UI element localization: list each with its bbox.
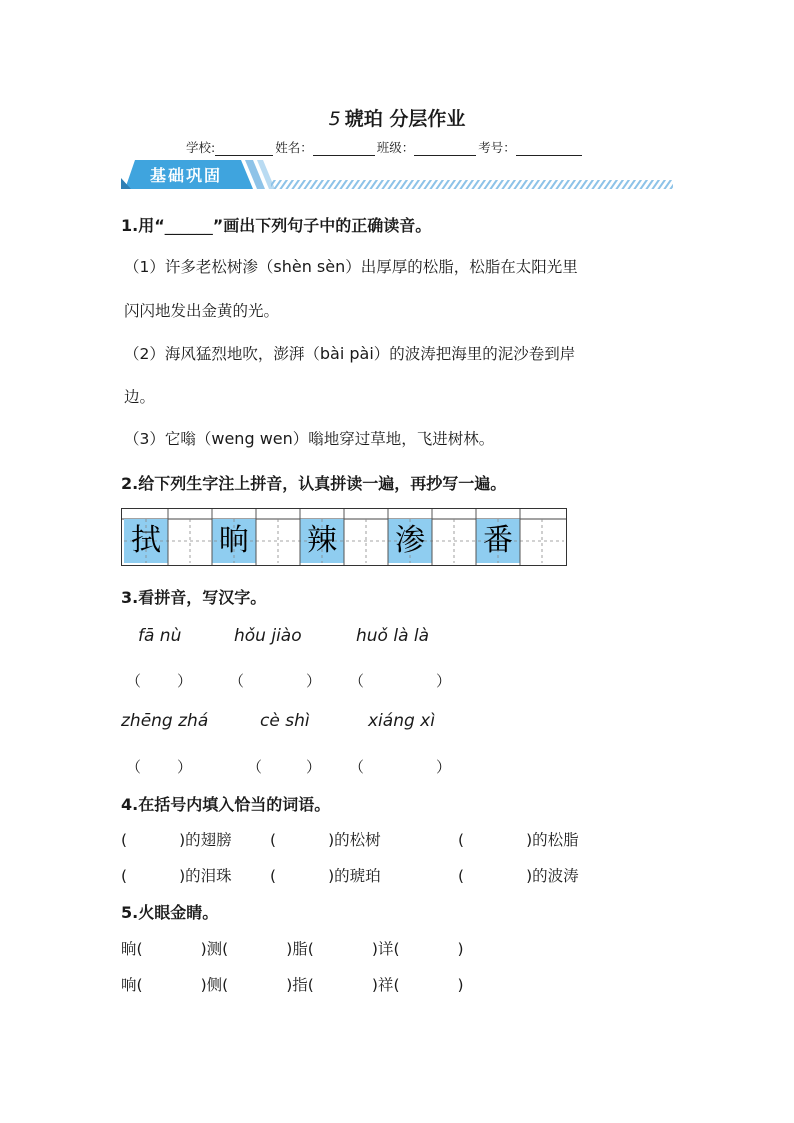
q3-pinyin: zhēng zhá [121, 711, 209, 731]
q4-item[interactable]: ( )的翅膀 [121, 831, 232, 849]
q3-answer-box[interactable]: （ ） [247, 758, 322, 776]
grid-char: 渗 [395, 523, 425, 558]
name-label: 姓名： [275, 140, 313, 155]
school-label: 学校: [186, 140, 216, 155]
question-3-title: 3.看拼音，写汉字。 [121, 588, 267, 607]
q1-sentence-3: （3）它嗡（weng wen）嗡地穿过草地，飞进树林。 [124, 429, 495, 448]
student-info-line [186, 138, 584, 156]
class-label: 班级： [376, 140, 415, 155]
q3-pinyin: hǒu jiào [234, 626, 302, 646]
grid-char: 番 [483, 523, 513, 558]
q1-sentence-2-line-2: 边。 [124, 388, 156, 406]
grid-char: 拭 [131, 523, 161, 558]
q3-pinyin: fā nù [138, 626, 182, 646]
q5-row-1: 晌( )测( )脂( )详( ) [121, 940, 464, 958]
q3-answer-box[interactable]: （ ） [229, 672, 322, 690]
name-field[interactable] [313, 142, 375, 156]
q1-sentence-1-line-2: 闪闪地发出金黄的光。 [124, 302, 280, 320]
q3-pinyin: xiáng xì [368, 711, 435, 731]
q3-answer-box[interactable]: （ ） [349, 672, 452, 690]
q1-s3-pinyin-options[interactable]: weng wen [211, 429, 293, 448]
q3-answer-box[interactable]: （ ） [349, 758, 452, 776]
q4-item[interactable]: ( )的泪珠 [121, 867, 232, 885]
banner-label: 基础巩固 [149, 166, 222, 185]
q4-item[interactable]: ( )的琥珀 [270, 867, 381, 885]
q3-pinyin: cè shì [260, 711, 310, 731]
q1-s1-pinyin-options[interactable]: shèn sèn [273, 257, 346, 276]
q4-item[interactable]: ( )的波涛 [458, 867, 579, 885]
q3-answer-box[interactable]: （ ） [126, 758, 193, 776]
banner-stripe [271, 180, 673, 189]
question-2-title: 2.给下列生字注上拼音，认真拼读一遍，再抄写一遍。 [121, 474, 507, 493]
grid-char: 辣 [307, 523, 337, 558]
lesson-number: 5 [328, 108, 341, 130]
q5-row-2: 响( )侧( )指( )祥( ) [121, 976, 464, 994]
section-banner [121, 158, 676, 192]
exam-number-field[interactable] [516, 142, 582, 156]
question-1-title: 1.用“______”画出下列句子中的正确读音。 [121, 216, 432, 235]
school-field[interactable] [215, 142, 273, 156]
page-title [0, 104, 794, 131]
question-5-title: 5.火眼金睛。 [121, 903, 219, 922]
q3-answer-box[interactable]: （ ） [126, 672, 193, 690]
q4-item[interactable]: ( )的松树 [270, 831, 381, 849]
lesson-title: 琥珀 分层作业 [344, 108, 466, 130]
question-4-title: 4.在括号内填入恰当的词语。 [121, 795, 331, 814]
writing-grid [121, 508, 567, 566]
q1-sentence-1: （1）许多老松树渗（shèn sèn）出厚厚的松脂，松脂在太阳光里 [124, 257, 578, 276]
exam-number-label: 考号： [478, 140, 516, 155]
q4-item[interactable]: ( )的松脂 [458, 831, 579, 849]
grid-char: 晌 [219, 523, 249, 558]
q3-pinyin: huǒ là là [356, 626, 430, 646]
class-field[interactable] [414, 142, 476, 156]
q1-s2-pinyin-options[interactable]: bài pài [319, 344, 374, 363]
q1-sentence-2: （2）海风猛烈地吹，澎湃（bài pài）的波涛把海里的泥沙卷到岸 [124, 344, 576, 363]
